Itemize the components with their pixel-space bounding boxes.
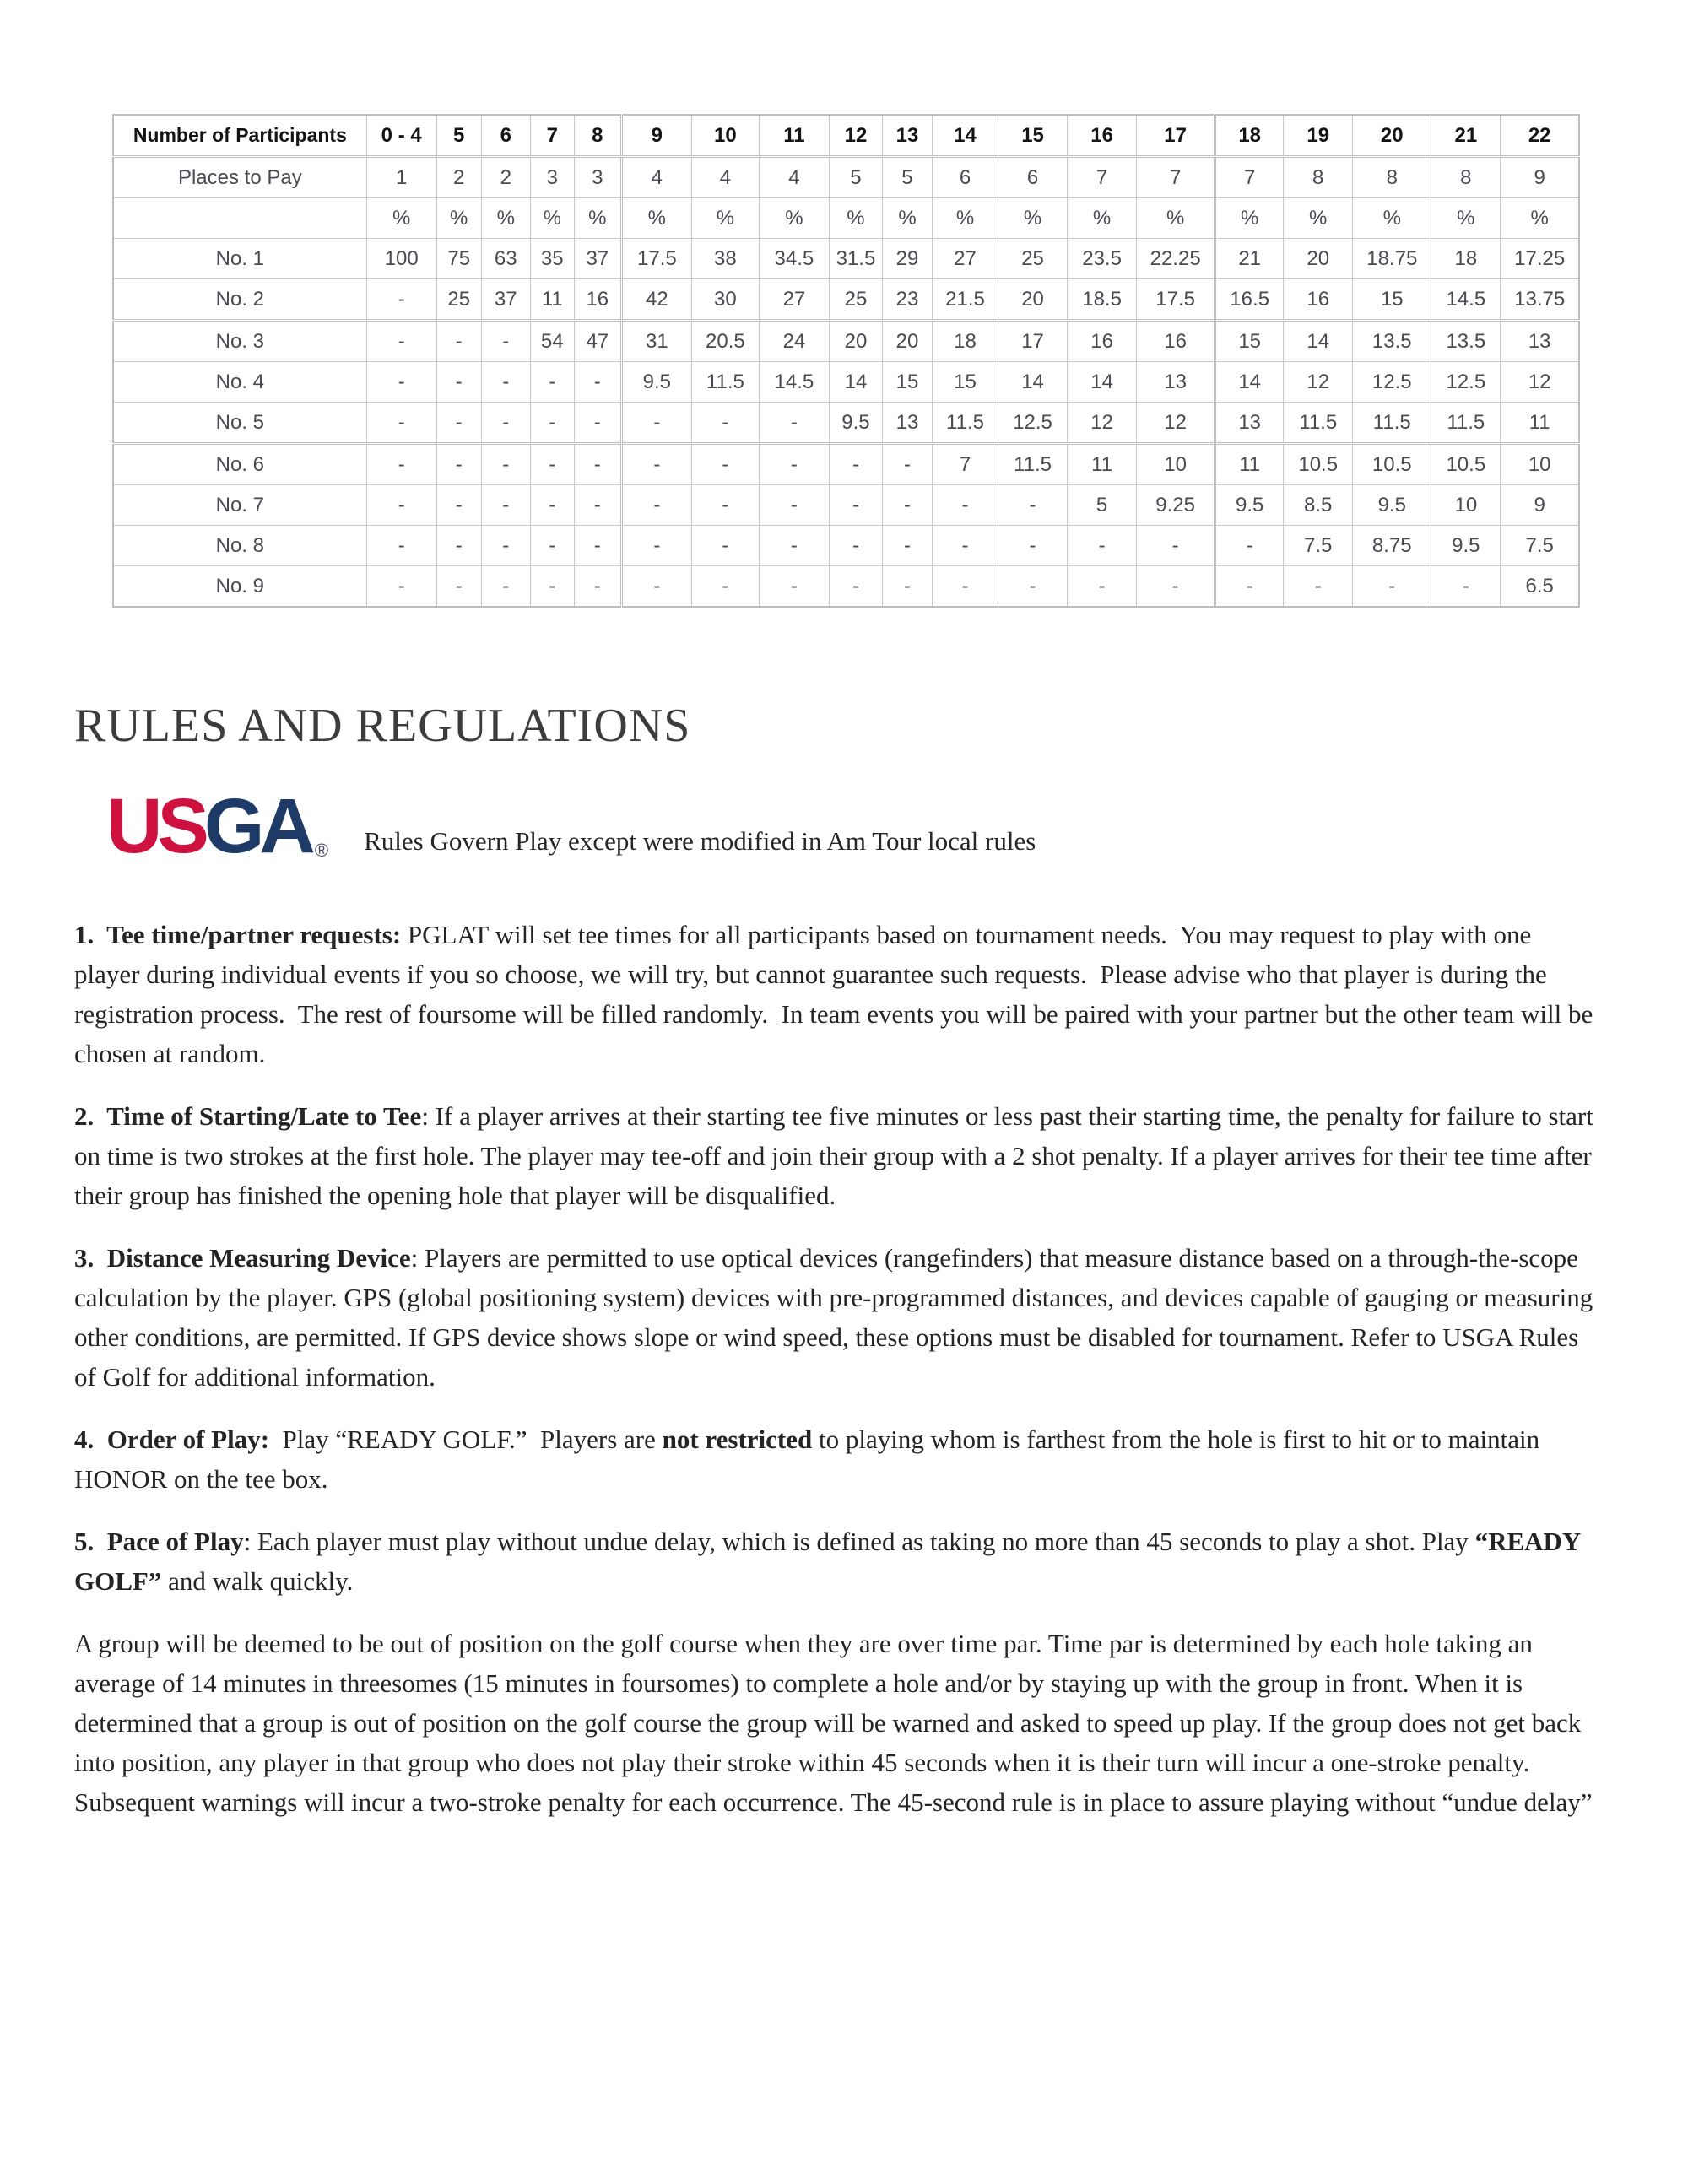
table-cell: - — [436, 485, 481, 526]
table-row — [113, 279, 1579, 321]
table-cell: - — [621, 526, 691, 566]
rule-bold-text: “READY GOLF” — [74, 1527, 1587, 1597]
table-cell: - — [1215, 566, 1284, 608]
table-cell: - — [759, 566, 829, 608]
table-cell: 11.5 — [933, 403, 998, 444]
table-cell: 12 — [1068, 403, 1137, 444]
table-cell: - — [621, 566, 691, 608]
table-cell: 13 — [1215, 403, 1284, 444]
table-cell: 14 — [1068, 362, 1137, 403]
table-cell: 14 — [998, 362, 1068, 403]
table-cell: - — [574, 526, 621, 566]
table-cell: 16 — [1068, 321, 1137, 362]
column-header: 16 — [1068, 115, 1137, 157]
table-cell: 17.25 — [1501, 239, 1579, 279]
column-header: 18 — [1215, 115, 1284, 157]
row-label: Places to Pay — [113, 157, 366, 198]
table-cell: 23 — [882, 279, 932, 321]
table-cell: - — [366, 321, 436, 362]
rule-paragraph — [74, 1096, 1600, 1215]
table-cell: - — [436, 321, 481, 362]
percent-row — [113, 198, 1579, 239]
table-cell: - — [882, 485, 932, 526]
table-cell: % — [1431, 198, 1501, 239]
table-cell: 9.5 — [621, 362, 691, 403]
column-header: 22 — [1501, 115, 1579, 157]
table-cell: 37 — [481, 279, 530, 321]
table-cell: 10 — [1137, 444, 1215, 485]
usga-logo — [106, 783, 329, 870]
table-cell: - — [481, 485, 530, 526]
table-cell: % — [1215, 198, 1284, 239]
usga-logo-ga: GA — [203, 783, 311, 870]
table-cell: - — [530, 362, 574, 403]
table-cell: - — [436, 566, 481, 608]
table-cell: 5 — [1068, 485, 1137, 526]
table-cell: - — [530, 526, 574, 566]
table-cell: - — [691, 485, 759, 526]
table-cell: % — [1501, 198, 1579, 239]
column-header: 6 — [481, 115, 530, 157]
table-cell: - — [574, 362, 621, 403]
participants-header: Number of Participants — [113, 115, 366, 157]
rule-text: to playing whom is farthest from the hole is first to hit or to maintain HONOR on the tee box. — [74, 1424, 1546, 1495]
table-cell: % — [882, 198, 932, 239]
table-cell: 15 — [933, 362, 998, 403]
column-header: 7 — [530, 115, 574, 157]
table-cell: 9.5 — [1215, 485, 1284, 526]
table-cell: 9 — [1501, 157, 1579, 198]
table-cell: 8 — [1431, 157, 1501, 198]
table-cell: - — [998, 566, 1068, 608]
table-cell: 30 — [691, 279, 759, 321]
table-cell: 63 — [481, 239, 530, 279]
table-cell: - — [574, 485, 621, 526]
table-cell: 17 — [998, 321, 1068, 362]
table-cell: 10 — [1431, 485, 1501, 526]
table-cell: - — [691, 403, 759, 444]
table-cell: - — [530, 485, 574, 526]
registered-trademark-icon: ® — [314, 840, 329, 862]
table-cell: 1 — [366, 157, 436, 198]
table-cell: 5 — [882, 157, 932, 198]
table-cell: 25 — [436, 279, 481, 321]
payout-table — [112, 114, 1580, 608]
row-label: No. 8 — [113, 526, 366, 566]
table-cell: 6 — [998, 157, 1068, 198]
table-cell: % — [574, 198, 621, 239]
row-label: No. 9 — [113, 566, 366, 608]
table-cell: 37 — [574, 239, 621, 279]
table-cell: 4 — [691, 157, 759, 198]
page-title: RULES AND REGULATIONS — [74, 700, 691, 752]
table-cell: - — [882, 444, 932, 485]
rule-bold-text: 1. Tee time/partner requests: — [74, 920, 402, 950]
table-cell: % — [436, 198, 481, 239]
table-cell: 7.5 — [1284, 526, 1353, 566]
table-cell: 12 — [1501, 362, 1579, 403]
table-cell: 22.25 — [1137, 239, 1215, 279]
table-cell: 11.5 — [1431, 403, 1501, 444]
table-cell: 100 — [366, 239, 436, 279]
table-cell: - — [436, 526, 481, 566]
table-cell: 7 — [1068, 157, 1137, 198]
table-cell: 16 — [1137, 321, 1215, 362]
row-label: No. 2 — [113, 279, 366, 321]
table-cell: - — [530, 444, 574, 485]
rule-bold-text: not restricted — [662, 1424, 813, 1455]
table-cell: - — [829, 485, 882, 526]
table-cell: 35 — [530, 239, 574, 279]
closing-paragraph — [74, 1624, 1593, 1822]
table-cell: % — [1353, 198, 1431, 239]
table-cell: - — [481, 321, 530, 362]
table-cell: - — [759, 444, 829, 485]
table-cell: - — [436, 403, 481, 444]
column-header: 0 - 4 — [366, 115, 436, 157]
column-header: 17 — [1137, 115, 1215, 157]
table-cell: 10 — [1501, 444, 1579, 485]
table-cell: 54 — [530, 321, 574, 362]
table-cell: % — [530, 198, 574, 239]
table-row — [113, 444, 1579, 485]
table-cell: - — [829, 444, 882, 485]
table-cell: % — [691, 198, 759, 239]
table-cell: 13.75 — [1501, 279, 1579, 321]
usga-tagline: Rules Govern Play except were modified in Am Tour local rules — [364, 826, 1036, 857]
table-cell: 4 — [621, 157, 691, 198]
table-cell: 12.5 — [1431, 362, 1501, 403]
table-row — [113, 362, 1579, 403]
table-cell: - — [1137, 566, 1215, 608]
table-cell: % — [759, 198, 829, 239]
table-cell: 12.5 — [998, 403, 1068, 444]
table-cell: 13.5 — [1353, 321, 1431, 362]
table-cell: 11 — [1068, 444, 1137, 485]
column-header: 12 — [829, 115, 882, 157]
table-cell: 15 — [882, 362, 932, 403]
table-cell: 27 — [933, 239, 998, 279]
row-label: No. 1 — [113, 239, 366, 279]
table-cell: - — [1068, 526, 1137, 566]
table-cell: - — [530, 403, 574, 444]
table-cell: 12 — [1137, 403, 1215, 444]
table-cell: - — [1137, 526, 1215, 566]
table-cell: - — [1284, 566, 1353, 608]
table-cell: 13 — [1137, 362, 1215, 403]
table-cell: 12 — [1284, 362, 1353, 403]
table-cell: 14 — [1284, 321, 1353, 362]
table-cell: 20 — [1284, 239, 1353, 279]
table-cell: - — [574, 444, 621, 485]
table-cell: 75 — [436, 239, 481, 279]
rule-paragraph — [74, 1522, 1593, 1601]
table-cell: - — [998, 485, 1068, 526]
table-cell: 23.5 — [1068, 239, 1137, 279]
table-cell: 9.5 — [1353, 485, 1431, 526]
table-cell: 15 — [1215, 321, 1284, 362]
column-header: 10 — [691, 115, 759, 157]
table-cell: - — [829, 526, 882, 566]
table-row — [113, 321, 1579, 362]
table-cell: - — [933, 566, 998, 608]
row-label: No. 6 — [113, 444, 366, 485]
row-label: No. 7 — [113, 485, 366, 526]
table-cell: - — [1431, 566, 1501, 608]
table-cell: - — [366, 526, 436, 566]
rule-paragraph — [74, 915, 1599, 1073]
table-cell: - — [759, 403, 829, 444]
table-header-row — [113, 115, 1579, 157]
rule-paragraph — [74, 1419, 1593, 1499]
table-cell: - — [366, 566, 436, 608]
table-cell: 13 — [882, 403, 932, 444]
table-cell: 42 — [621, 279, 691, 321]
table-cell: 14.5 — [759, 362, 829, 403]
table-cell: - — [366, 403, 436, 444]
table-cell: 18.75 — [1353, 239, 1431, 279]
table-cell: 16 — [1284, 279, 1353, 321]
rule-text: and walk quickly. — [161, 1566, 354, 1597]
table-cell: 11 — [530, 279, 574, 321]
table-cell: - — [691, 444, 759, 485]
table-cell: 34.5 — [759, 239, 829, 279]
table-cell: - — [481, 526, 530, 566]
places-to-pay-row — [113, 157, 1579, 198]
table-cell: - — [621, 403, 691, 444]
column-header: 9 — [621, 115, 691, 157]
table-cell: 47 — [574, 321, 621, 362]
table-cell: 9.5 — [829, 403, 882, 444]
table-cell: 8 — [1353, 157, 1431, 198]
rules-list — [74, 915, 1600, 1822]
table-cell: 21 — [1215, 239, 1284, 279]
table-cell: - — [691, 566, 759, 608]
table-cell: % — [481, 198, 530, 239]
table-cell: 13.5 — [1431, 321, 1501, 362]
usga-logo-us: US — [106, 783, 204, 870]
table-cell: 11.5 — [1353, 403, 1431, 444]
table-cell: 20 — [998, 279, 1068, 321]
table-cell: - — [621, 444, 691, 485]
table-cell: - — [481, 362, 530, 403]
table-cell: 14 — [829, 362, 882, 403]
table-cell: 14 — [1215, 362, 1284, 403]
table-cell: - — [366, 279, 436, 321]
column-header: 15 — [998, 115, 1068, 157]
table-cell: 5 — [829, 157, 882, 198]
column-header: 8 — [574, 115, 621, 157]
rule-bold-text: 2. Time of Starting/Late to Tee — [74, 1101, 422, 1132]
row-label: No. 3 — [113, 321, 366, 362]
table-cell: 11.5 — [691, 362, 759, 403]
table-cell: - — [882, 526, 932, 566]
rule-bold-text: 5. Pace of Play — [74, 1527, 244, 1557]
table-cell: 25 — [998, 239, 1068, 279]
table-cell: % — [1137, 198, 1215, 239]
table-cell: 11 — [1215, 444, 1284, 485]
column-header: 5 — [436, 115, 481, 157]
table-cell: 16.5 — [1215, 279, 1284, 321]
table-cell: 2 — [481, 157, 530, 198]
table-cell: 11 — [1501, 403, 1579, 444]
table-cell: 20 — [882, 321, 932, 362]
table-cell: 16 — [574, 279, 621, 321]
column-header: 20 — [1353, 115, 1431, 157]
table-cell: - — [1215, 526, 1284, 566]
table-cell: 12.5 — [1353, 362, 1431, 403]
table-cell: 10.5 — [1284, 444, 1353, 485]
table-cell: - — [829, 566, 882, 608]
table-cell: - — [436, 362, 481, 403]
table-cell: 17.5 — [621, 239, 691, 279]
table-cell: - — [574, 403, 621, 444]
table-cell: - — [933, 526, 998, 566]
table-cell: % — [1068, 198, 1137, 239]
column-header: 21 — [1431, 115, 1501, 157]
table-cell: 14.5 — [1431, 279, 1501, 321]
table-cell: 18 — [933, 321, 998, 362]
table-cell: - — [366, 444, 436, 485]
column-header: 13 — [882, 115, 932, 157]
table-cell: 13 — [1501, 321, 1579, 362]
table-cell: - — [436, 444, 481, 485]
table-row — [113, 239, 1579, 279]
table-cell: % — [621, 198, 691, 239]
table-cell: 17.5 — [1137, 279, 1215, 321]
rule-bold-text: 3. Distance Measuring Device — [74, 1243, 411, 1273]
table-cell: 7 — [933, 444, 998, 485]
table-row — [113, 526, 1579, 566]
table-cell: 9 — [1501, 485, 1579, 526]
table-cell: - — [481, 566, 530, 608]
table-cell: 9.25 — [1137, 485, 1215, 526]
table-cell: 3 — [530, 157, 574, 198]
table-cell: 2 — [436, 157, 481, 198]
rule-text: : If a player arrives at their starting tee five minutes or less past their starting time, the penalty for failure to start on time is two strokes at the first hole. The player may tee-off and join their group with a 2 shot penalty. If a player arrives for their tee time after their group has finished the opening hole that player will be disqualified. — [74, 1101, 1600, 1211]
table-cell: - — [882, 566, 932, 608]
table-cell: 15 — [1353, 279, 1431, 321]
rule-text: : Each player must play without undue delay, which is defined as taking no more than 45 seconds to play a shot. Play — [243, 1527, 1475, 1557]
row-label: No. 4 — [113, 362, 366, 403]
table-cell: 20.5 — [691, 321, 759, 362]
table-cell: 25 — [829, 279, 882, 321]
table-cell: 6 — [933, 157, 998, 198]
table-cell: - — [621, 485, 691, 526]
row-label: No. 5 — [113, 403, 366, 444]
table-cell: - — [366, 362, 436, 403]
table-cell: 11.5 — [998, 444, 1068, 485]
table-cell: 24 — [759, 321, 829, 362]
table-cell: - — [998, 526, 1068, 566]
table-cell: 7 — [1137, 157, 1215, 198]
table-cell: - — [530, 566, 574, 608]
table-cell: 29 — [882, 239, 932, 279]
table-cell: 31.5 — [829, 239, 882, 279]
table-cell: 27 — [759, 279, 829, 321]
table-cell: - — [1068, 566, 1137, 608]
table-cell: 18.5 — [1068, 279, 1137, 321]
table-cell: 21.5 — [933, 279, 998, 321]
table-cell: % — [1284, 198, 1353, 239]
table-cell: - — [481, 444, 530, 485]
table-cell: 3 — [574, 157, 621, 198]
table-cell: - — [759, 485, 829, 526]
rule-text: A group will be deemed to be out of position on the golf course when they are over time par. Time par is determined by each hole taking an average of 14 minutes in threesomes (15 minutes in foursomes) to complete a hole and/or by staying up with the group in front. When it is determined that a group is out of position on the golf course the group will be warned and asked to speed up play. If the group does not get back into position, any player in that group who does not play their stroke within 45 seconds when it is their turn will incur a one-stroke penalty. Subsequent warnings will incur a two-stroke penalty for each occurrence. The 45-second rule is in place to assure playing without “undue delay” — [74, 1629, 1593, 1818]
table-cell: 20 — [829, 321, 882, 362]
table-cell: - — [933, 485, 998, 526]
table-row — [113, 485, 1579, 526]
rule-text: PGLAT will set tee times for all participants based on tournament needs. You may request to play with one player during individual events if you so choose, we will try, but cannot guarantee such requests. Please advise who that player is during the registration process. The rest of foursome will be filled randomly. In team events you will be paired with your partner but the other team will be chosen at random. — [74, 920, 1599, 1069]
table-cell: 9.5 — [1431, 526, 1501, 566]
rule-paragraph — [74, 1238, 1599, 1397]
table-cell: % — [366, 198, 436, 239]
table-cell: % — [933, 198, 998, 239]
rule-bold-text: 4. Order of Play: — [74, 1424, 270, 1455]
table-cell: - — [481, 403, 530, 444]
usga-logo-row — [106, 783, 1688, 870]
table-cell: 8 — [1284, 157, 1353, 198]
table-cell: 7 — [1215, 157, 1284, 198]
rule-text: Play “READY GOLF.” Players are — [269, 1424, 663, 1455]
column-header: 19 — [1284, 115, 1353, 157]
table-cell: 10.5 — [1353, 444, 1431, 485]
table-cell: % — [829, 198, 882, 239]
table-cell: - — [691, 526, 759, 566]
table-cell: 6.5 — [1501, 566, 1579, 608]
table-row — [113, 403, 1579, 444]
table-cell: 8.75 — [1353, 526, 1431, 566]
column-header: 11 — [759, 115, 829, 157]
row-label — [113, 198, 366, 239]
table-cell: - — [759, 526, 829, 566]
table-cell: 11.5 — [1284, 403, 1353, 444]
table-cell: 31 — [621, 321, 691, 362]
table-cell: % — [998, 198, 1068, 239]
table-cell: 18 — [1431, 239, 1501, 279]
table-row — [113, 566, 1579, 608]
table-cell: - — [1353, 566, 1431, 608]
table-cell: 10.5 — [1431, 444, 1501, 485]
column-header: 14 — [933, 115, 998, 157]
table-cell: 8.5 — [1284, 485, 1353, 526]
rule-text: : Players are permitted to use optical devices (rangefinders) that measure distance based on a through-the-scope calculation by the player. GPS (global positioning system) devices with pre-programmed distances, and devices capable of gauging or measuring other conditions, are permitted. If GPS device shows slope or wind speed, these options must be disabled for tournament. Refer to USGA Rules of Golf for additional information. — [74, 1243, 1599, 1392]
table-cell: - — [574, 566, 621, 608]
table-cell: 38 — [691, 239, 759, 279]
table-cell: 4 — [759, 157, 829, 198]
table-cell: - — [366, 485, 436, 526]
table-cell: 7.5 — [1501, 526, 1579, 566]
